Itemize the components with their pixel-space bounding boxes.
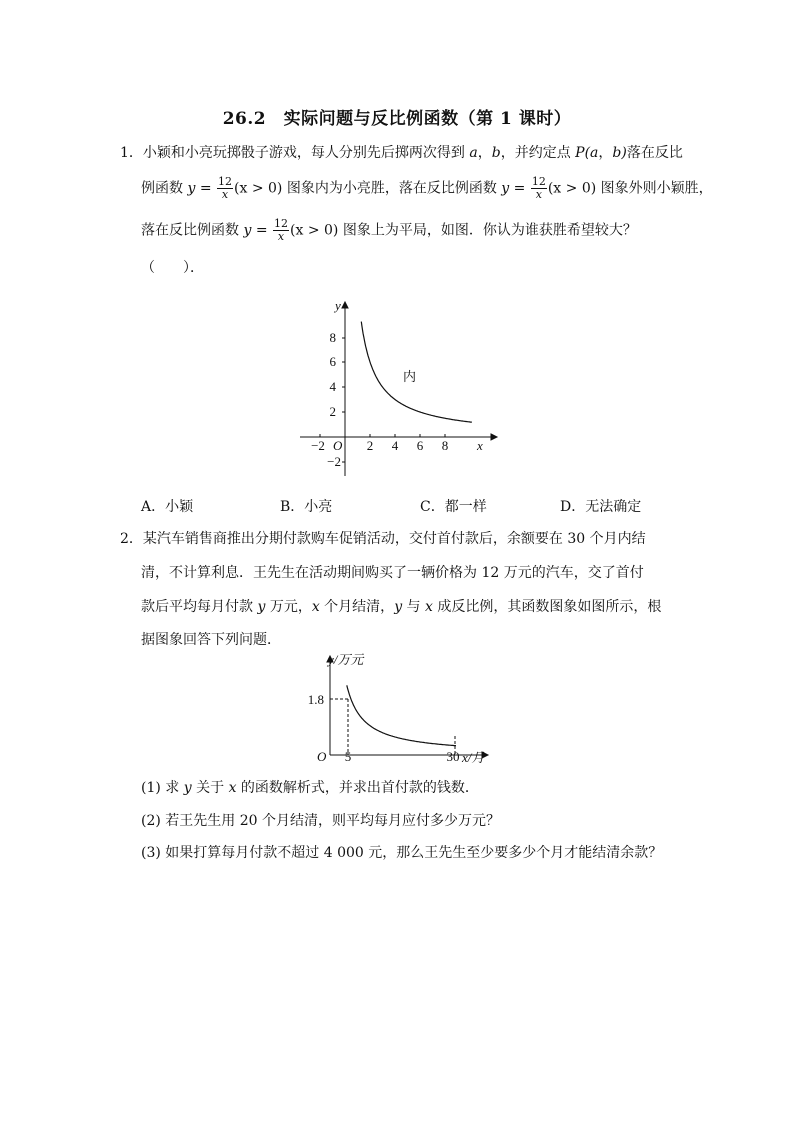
option-a: A．小颖 xyxy=(141,499,194,515)
hyperbola-curve xyxy=(361,322,472,423)
x-axis-label: x xyxy=(477,438,483,453)
q2-text: 成反比例，其函数图象如图所示，根 xyxy=(432,599,662,615)
q2-line-4: 据图象回答下列问题． xyxy=(141,632,281,648)
y-tick-neg2: −2 xyxy=(327,454,341,469)
page-title: 26.2 实际问题与反比例函数（第 1 课时） xyxy=(222,109,572,129)
fraction-12-over-x xyxy=(273,218,289,243)
point-p-a: (a xyxy=(584,145,599,161)
frac-den: x xyxy=(221,188,229,201)
frac-num: 12 xyxy=(274,217,289,230)
point-p: P xyxy=(575,145,585,161)
func-y: y xyxy=(243,222,252,239)
q2-line-2: 清，不计算利息．王先生在活动期间购买了一辆价格为 12 万元的汽车，交了首付 xyxy=(141,565,644,581)
q1-graph xyxy=(295,296,505,486)
var-a: a xyxy=(469,145,478,161)
q1-answer-blank: （ ）． xyxy=(141,260,204,276)
var-x: x xyxy=(228,780,237,796)
q1-text: 图象内为小亮胜，落在反比例函数 xyxy=(282,180,502,197)
q2-sub-2: (2) 若王先生用 20 个月结清，则平均每月应付多少万元？ xyxy=(141,813,500,829)
q1-text: 落在反比 xyxy=(626,145,683,161)
region-label-inside: 内 xyxy=(403,369,417,384)
y-tick-8: 8 xyxy=(329,330,336,345)
q2-graph xyxy=(300,650,500,770)
q2-text: (1) 求 xyxy=(141,780,184,796)
frac-num: 12 xyxy=(218,175,233,188)
y-tick-6: 6 xyxy=(329,354,336,369)
y-tick-2: 2 xyxy=(329,404,336,419)
fraction-12-over-x xyxy=(217,176,233,201)
var-x: x xyxy=(311,599,320,615)
x-tick-8: 8 xyxy=(441,438,449,453)
x-tick-neg2: −2 xyxy=(311,438,325,453)
q2-text: 与 xyxy=(402,599,426,615)
frac-den: x xyxy=(535,188,542,201)
origin-label: O xyxy=(333,438,343,453)
q2-text: 款后平均每月付款 xyxy=(141,599,258,615)
y-tick-1-8: 1.8 xyxy=(307,692,324,707)
q1-text: 落在反比例函数 xyxy=(141,222,244,239)
x-axis-label: x/月 xyxy=(462,750,485,765)
q2-text: 关于 xyxy=(191,780,229,796)
func-y: y xyxy=(187,180,196,197)
x-tick-2: 2 xyxy=(366,438,374,453)
origin-label: O xyxy=(317,749,327,764)
var-x: x xyxy=(425,599,433,615)
var-y: y xyxy=(183,780,192,796)
q2-text: 个月结清， xyxy=(319,599,395,615)
func-y: y xyxy=(501,180,510,197)
q1-comma: ， xyxy=(598,145,613,161)
q2-text: 某汽车销售商推出分期付款购车促销活动，交付首付款后，余额要在 30 个月内结 xyxy=(142,531,646,547)
q1-text: 图象上为平局，如图．你认为谁获胜希望较大？ xyxy=(338,222,637,239)
x-tick-4: 4 xyxy=(391,438,399,453)
equals: = xyxy=(251,222,273,239)
q2-sub-3: (3) 如果打算每月付款不超过 4 000 元，那么王先生至少要多少个月才能结清余款？ xyxy=(141,845,663,861)
fraction-12-over-x xyxy=(531,176,547,201)
equals: = xyxy=(195,180,217,197)
q1-number: 1． xyxy=(120,145,143,161)
x-tick-6: 6 xyxy=(416,438,424,453)
q1-comma: ， xyxy=(477,145,492,161)
q1-text: ，并约定点 xyxy=(500,145,576,161)
q1-line-2 xyxy=(141,176,713,201)
q1-line-3 xyxy=(141,218,637,243)
x-axis-arrow xyxy=(491,434,497,440)
domain-condition: (x > 0) xyxy=(290,222,339,239)
q2-text: 的函数解析式，并求出首付款的钱数． xyxy=(236,780,479,796)
y-axis-arrow xyxy=(342,302,348,308)
point-p-b: b) xyxy=(612,145,627,161)
x-tick-30: 30 xyxy=(446,749,460,764)
q2-number: 2． xyxy=(120,531,143,547)
frac-num: 12 xyxy=(531,175,546,188)
y-axis-label: y/万元 xyxy=(328,652,364,667)
q2-line-1 xyxy=(120,529,646,549)
domain-condition: (x > 0) xyxy=(547,180,597,197)
y-axis-label: y xyxy=(335,298,341,313)
q2-text: 万元， xyxy=(265,599,312,615)
option-b: B．小亮 xyxy=(280,499,333,515)
hyperbola-curve xyxy=(347,685,456,745)
var-b: b xyxy=(491,145,501,161)
var-y: y xyxy=(394,599,403,615)
q2-line-3 xyxy=(141,597,661,617)
option-d: D．无法确定 xyxy=(560,499,642,515)
y-tick-4: 4 xyxy=(329,379,336,394)
q1-text: 图象外则小颖胜， xyxy=(596,180,713,197)
equals: = xyxy=(509,180,530,197)
domain-condition: (x > 0) xyxy=(234,180,283,197)
frac-den: x xyxy=(277,230,285,243)
option-c: C．都一样 xyxy=(420,499,487,515)
x-tick-5: 5 xyxy=(344,749,352,764)
var-y: y xyxy=(257,599,266,615)
q1-text: 小颖和小亮玩掷骰子游戏，每人分别先后掷两次得到 xyxy=(142,145,470,161)
q1-line-1 xyxy=(120,143,683,163)
q2-sub-1 xyxy=(141,778,479,798)
q1-text: 例函数 xyxy=(141,180,188,197)
